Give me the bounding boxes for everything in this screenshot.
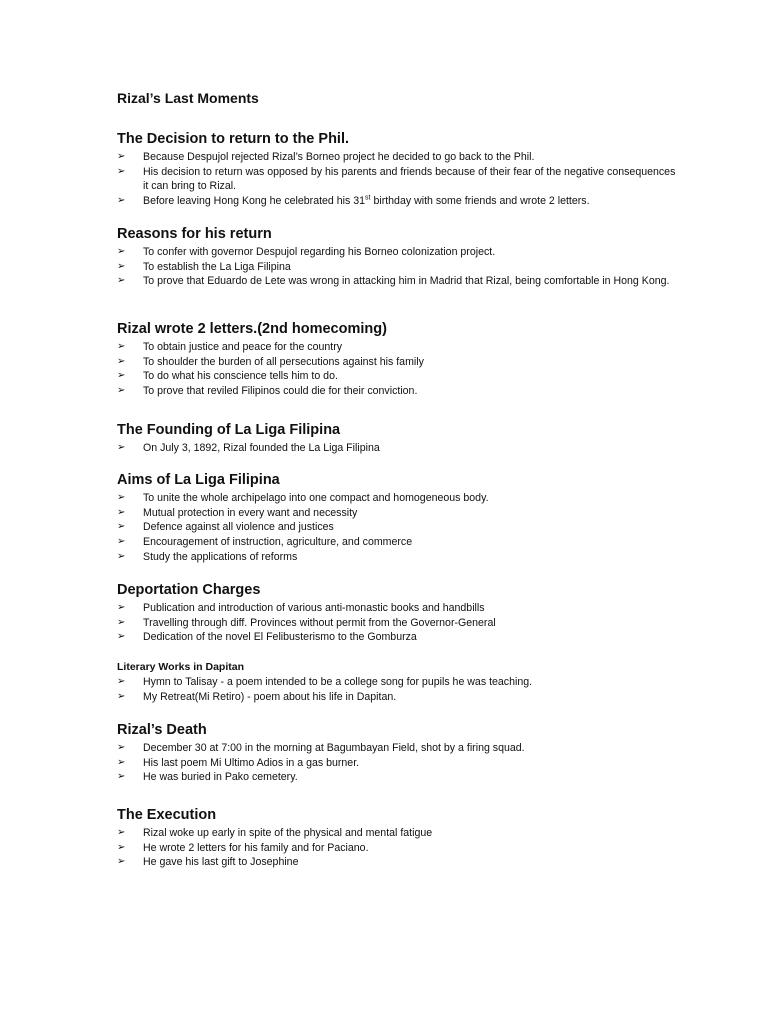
section-literary-works: [117, 660, 677, 704]
list-item: ➢ To shoulder the burden of all persecutions against his family: [117, 355, 424, 368]
section-heading: Rizal’s Death: [117, 722, 207, 738]
section-heading: Rizal wrote 2 letters.(2nd homecoming): [117, 321, 387, 337]
section-founding-la-liga: [117, 421, 677, 456]
bullet-list: [117, 601, 677, 645]
list-item: ➢ To obtain justice and peace for the country: [117, 341, 343, 353]
section-rizals-death: [117, 721, 677, 785]
arrow-bullet-icon: ➢: [117, 151, 126, 162]
list-item: ➢ He wrote 2 letters for his family and for Paciano.: [117, 841, 369, 854]
arrow-bullet-icon: ➢: [117, 616, 126, 628]
section-aims-la-liga: [117, 471, 677, 565]
arrow-bullet-icon: ➢: [117, 246, 126, 257]
arrow-bullet-icon: ➢: [117, 690, 126, 702]
section-heading: Reasons for his return: [117, 226, 272, 242]
list-item: ➢ To prove that reviled Filipinos could die for their conviction.: [117, 385, 418, 398]
arrow-bullet-icon: ➢: [117, 275, 126, 287]
list-item: ➢ To confer with governor Despujol regarding his Borneo colonization project.: [117, 246, 496, 258]
list-item: ➢ My Retreat(Mi Retiro) - poem about his life in Dapitan.: [117, 690, 397, 703]
section-heading: The Founding of La Liga Filipina: [117, 422, 341, 438]
list-item: ➢ Encouragement of instruction, agriculture, and commerce: [117, 536, 413, 549]
arrow-bullet-icon: ➢: [117, 631, 126, 643]
list-item: ➢ Rizal woke up early in spite of the physical and mental fatigue: [117, 827, 433, 839]
bullet-list: [117, 150, 677, 209]
list-item: ➢ Before leaving Hong Kong he celebrated his 31st birthday with some friends and wrote 2 letters.: [117, 194, 590, 208]
section-decision-to-return: [117, 130, 677, 209]
list-item: ➢ Study the applications of reforms: [117, 550, 298, 563]
section-rizal-wrote-letters: [117, 320, 677, 399]
arrow-bullet-icon: ➢: [117, 506, 126, 518]
arrow-bullet-icon: ➢: [117, 385, 126, 397]
list-item: ➢ Travelling through diff. Provinces without permit from the Governor-General: [117, 616, 496, 629]
list-item: ➢ He was buried in Pako cemetery.: [117, 771, 298, 784]
section-heading: Aims of La Liga Filipina: [117, 472, 280, 488]
bullet-list: [117, 491, 677, 565]
list-item: ➢ His decision to return was opposed by his parents and friends because of their fear of the negative consequences it can bring to Rizal.: [117, 165, 676, 193]
list-item: ➢ To unite the whole archipelago into one compact and homogeneous body.: [117, 492, 489, 504]
arrow-bullet-icon: ➢: [117, 370, 126, 382]
list-item: ➢ Defence against all violence and justices: [117, 521, 334, 534]
list-item: ➢ Hymn to Talisay - a poem intended to be a college song for pupils he was teaching.: [117, 676, 533, 688]
bullet-list: [117, 741, 677, 785]
bullet-list: [117, 675, 677, 704]
arrow-bullet-icon: ➢: [117, 827, 126, 838]
section-subheading: Literary Works in Dapitan: [117, 661, 245, 673]
arrow-bullet-icon: ➢: [117, 165, 126, 177]
arrow-bullet-icon: ➢: [117, 550, 126, 562]
arrow-bullet-icon: ➢: [117, 756, 126, 768]
list-item: ➢ Because Despujol rejected Rizal’s Borneo project he decided to go back to the Phil.: [117, 151, 535, 163]
list-item: ➢ Dedication of the novel El Felibusterismo to the Gomburza: [117, 631, 417, 644]
section-heading: The Execution: [117, 807, 217, 823]
list-item: ➢ Publication and introduction of various anti-monastic books and handbills: [117, 602, 485, 614]
list-item: ➢ He gave his last gift to Josephine: [117, 856, 299, 869]
arrow-bullet-icon: ➢: [117, 521, 126, 533]
list-item: ➢ His last poem Mi Ultimo Adios in a gas burner.: [117, 756, 360, 769]
arrow-bullet-icon: ➢: [117, 260, 126, 272]
bullet-list: [117, 340, 677, 399]
section-heading: Deportation Charges: [117, 582, 261, 598]
list-item: ➢ To prove that Eduardo de Lete was wrong in attacking him in Madrid that Rizal, being comfortable in Hong Kong.: [117, 275, 670, 288]
section-reasons-for-return: [117, 225, 677, 289]
arrow-bullet-icon: ➢: [117, 771, 126, 783]
section-deportation-charges: [117, 581, 677, 645]
list-item: ➢ December 30 at 7:00 in the morning at Bagumbayan Field, shot by a firing squad.: [117, 742, 525, 754]
list-item: ➢ To establish the La Liga Filipina: [117, 260, 291, 273]
arrow-bullet-icon: ➢: [117, 856, 126, 868]
section-the-execution: [117, 806, 677, 870]
document-title: Rizal’s Last Moments: [117, 90, 259, 106]
arrow-bullet-icon: ➢: [117, 341, 126, 352]
arrow-bullet-icon: ➢: [117, 492, 126, 503]
arrow-bullet-icon: ➢: [117, 676, 126, 687]
list-item: ➢ On July 3, 1892, Rizal founded the La Liga Filipina: [117, 442, 380, 454]
arrow-bullet-icon: ➢: [117, 841, 126, 853]
list-item: ➢ To do what his conscience tells him to do.: [117, 370, 338, 383]
arrow-bullet-icon: ➢: [117, 602, 126, 613]
list-item: ➢ Mutual protection in every want and necessity: [117, 506, 358, 519]
arrow-bullet-icon: ➢: [117, 742, 126, 753]
arrow-bullet-icon: ➢: [117, 442, 126, 453]
arrow-bullet-icon: ➢: [117, 536, 126, 548]
arrow-bullet-icon: ➢: [117, 355, 126, 367]
arrow-bullet-icon: ➢: [117, 195, 126, 207]
bullet-list: [117, 441, 677, 456]
bullet-list: [117, 826, 677, 870]
section-heading: The Decision to return to the Phil.: [117, 131, 350, 147]
bullet-list: [117, 245, 677, 289]
